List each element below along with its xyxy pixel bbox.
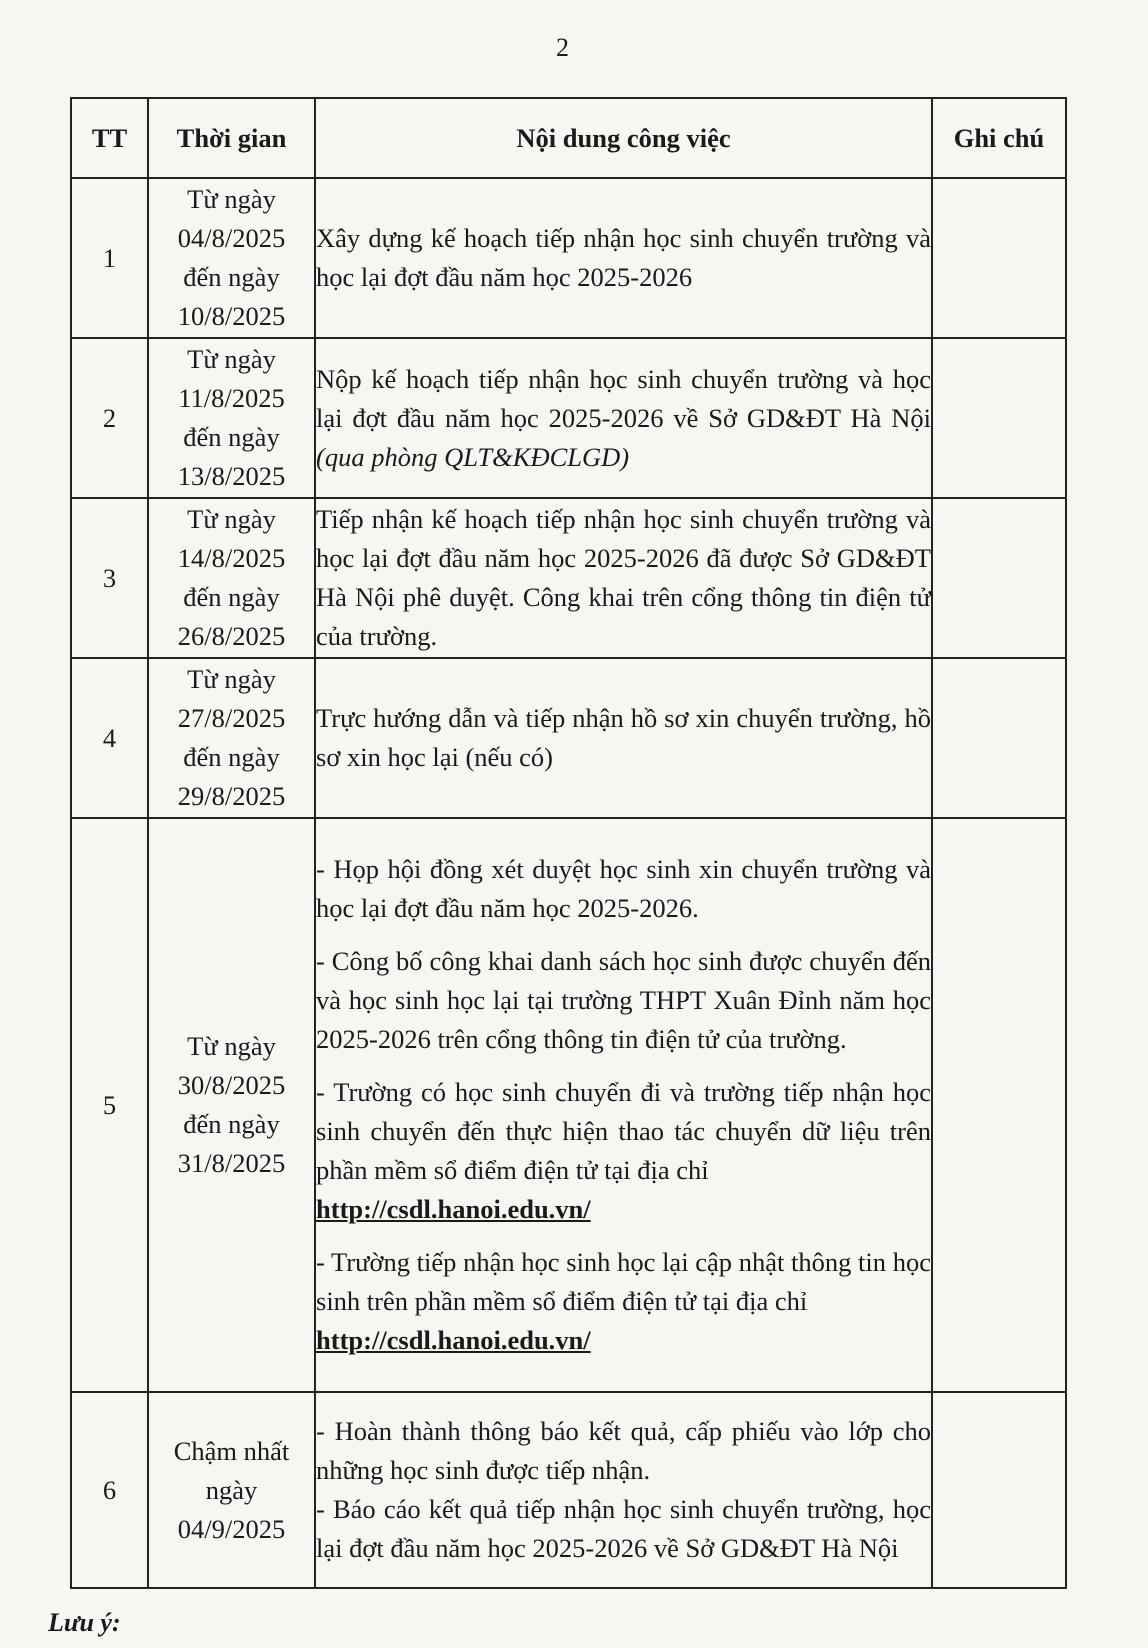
- row-note: [932, 498, 1066, 658]
- row-content: [315, 498, 932, 658]
- header-content: Nội dung công việc: [315, 98, 932, 178]
- row-time: [148, 498, 315, 658]
- row-number: 2: [71, 338, 148, 498]
- row-content: [315, 338, 932, 498]
- time-line: 04/9/2025: [177, 1513, 286, 1544]
- time-line: Từ ngày: [187, 184, 276, 214]
- time-line: đến ngày: [183, 1109, 280, 1139]
- page-number: 2: [556, 33, 569, 62]
- time-line: 29/8/2025: [177, 781, 286, 811]
- content-text: - Trường tiếp nhận học sinh học lại cập nhật thông tin học sinh trên phần mềm sổ điểm điện tử tại địa chỉ: [316, 1247, 931, 1316]
- csdl-link[interactable]: http://csdl.hanoi.edu.vn/: [316, 1194, 591, 1224]
- time-line: đến ngày: [183, 742, 280, 772]
- content-paragraph: [316, 1243, 931, 1360]
- schedule-table: [70, 97, 1067, 1589]
- row-content: [315, 178, 932, 338]
- header-time: Thời gian: [148, 98, 315, 178]
- time-line: 11/8/2025: [178, 383, 285, 413]
- content-paragraph: [316, 1073, 931, 1229]
- time-line: ngày: [205, 1474, 258, 1505]
- time-line: Từ ngày: [187, 1031, 276, 1061]
- row-note: [932, 338, 1066, 498]
- time-line: Từ ngày: [187, 664, 276, 694]
- table-header-row: [71, 98, 1066, 178]
- content-paragraph: - Họp hội đồng xét duyệt học sinh xin chuyển trường và học lại đợt đầu năm học 2025-2026.: [316, 854, 931, 923]
- content-text: - Trường có học sinh chuyển đi và trường tiếp nhận học sinh chuyển đến thực hiện thao tác chuyển dữ liệu trên phần mềm sổ điểm điện tử tại địa chỉ: [316, 1077, 931, 1185]
- table-row: [71, 658, 1066, 818]
- row-number: 3: [71, 498, 148, 658]
- content-text: Tiếp nhận kế hoạch tiếp nhận học sinh chuyển trường và học lại đợt đầu năm học 2025-2026 đã được Sở GD&ĐT Hà Nội phê duyệt. Công khai trên cổng thông tin điện tử của trường.: [316, 504, 931, 651]
- content-paragraph: - Công bố công khai danh sách học sinh được chuyển đến và học sinh học lại tại trường THPT Xuân Đỉnh năm học 2025-2026 trên cổng thông tin điện tử của trường.: [316, 946, 931, 1054]
- content-text-wrapper: [316, 360, 931, 477]
- row-time: [148, 1392, 315, 1588]
- time-line: 26/8/2025: [177, 621, 286, 651]
- time-line: 30/8/2025: [177, 1070, 286, 1100]
- row-time: [148, 658, 315, 818]
- row-time: [148, 818, 315, 1392]
- time-line: 04/8/2025: [177, 223, 286, 253]
- time-line: đến ngày: [183, 582, 280, 612]
- time-line: 27/8/2025: [177, 703, 286, 733]
- content-text: Nộp kế hoạch tiếp nhận học sinh chuyển trường và học lại đợt đầu năm học 2025-2026 về Sở GD&ĐT Hà Nội: [316, 363, 931, 433]
- row-content: [315, 1392, 932, 1588]
- table-row: [71, 178, 1066, 338]
- row-note: [932, 818, 1066, 1392]
- time-line: 14/8/2025: [177, 543, 286, 573]
- content-paragraph: - Hoàn thành thông báo kết quả, cấp phiếu vào lớp cho những học sinh được tiếp nhận.: [316, 1416, 931, 1485]
- row-number: 5: [71, 818, 148, 1392]
- row-content: [315, 658, 932, 818]
- content-text: Trực hướng dẫn và tiếp nhận hồ sơ xin chuyển trường, hồ sơ xin học lại (nếu có): [316, 703, 931, 772]
- time-line: Chậm nhất: [173, 1435, 290, 1466]
- table-row: [71, 1392, 1066, 1588]
- time-line: Từ ngày: [187, 504, 276, 534]
- row-number: 4: [71, 658, 148, 818]
- row-time: [148, 338, 315, 498]
- content-italic: (qua phòng QLT&KĐCLGD): [316, 441, 630, 472]
- time-line: đến ngày: [183, 422, 280, 452]
- header-note: Ghi chú: [932, 98, 1066, 178]
- time-line: 13/8/2025: [177, 461, 286, 491]
- row-note: [932, 178, 1066, 338]
- time-line: đến ngày: [183, 262, 280, 292]
- footer-note: Lưu ý:: [48, 1608, 121, 1637]
- row-time: [148, 178, 315, 338]
- header-tt: TT: [71, 98, 148, 178]
- table-row: [71, 338, 1066, 498]
- row-content: [315, 818, 932, 1392]
- content-text: Xây dựng kế hoạch tiếp nhận học sinh chuyển trường và học lại đợt đầu năm học 2025-2026: [316, 223, 931, 292]
- row-note: [932, 1392, 1066, 1588]
- row-number: 1: [71, 178, 148, 338]
- table-row: [71, 498, 1066, 658]
- row-number: 6: [71, 1392, 148, 1588]
- csdl-link[interactable]: http://csdl.hanoi.edu.vn/: [316, 1325, 591, 1355]
- time-line: 31/8/2025: [177, 1148, 286, 1178]
- row-note: [932, 658, 1066, 818]
- time-line: 10/8/2025: [177, 301, 286, 331]
- table-row: [71, 818, 1066, 1392]
- content-paragraph: - Báo cáo kết quả tiếp nhận học sinh chuyển trường, học lại đợt đầu năm học 2025-2026 về Sở GD&ĐT Hà Nội: [316, 1494, 931, 1563]
- time-line: Từ ngày: [187, 344, 276, 374]
